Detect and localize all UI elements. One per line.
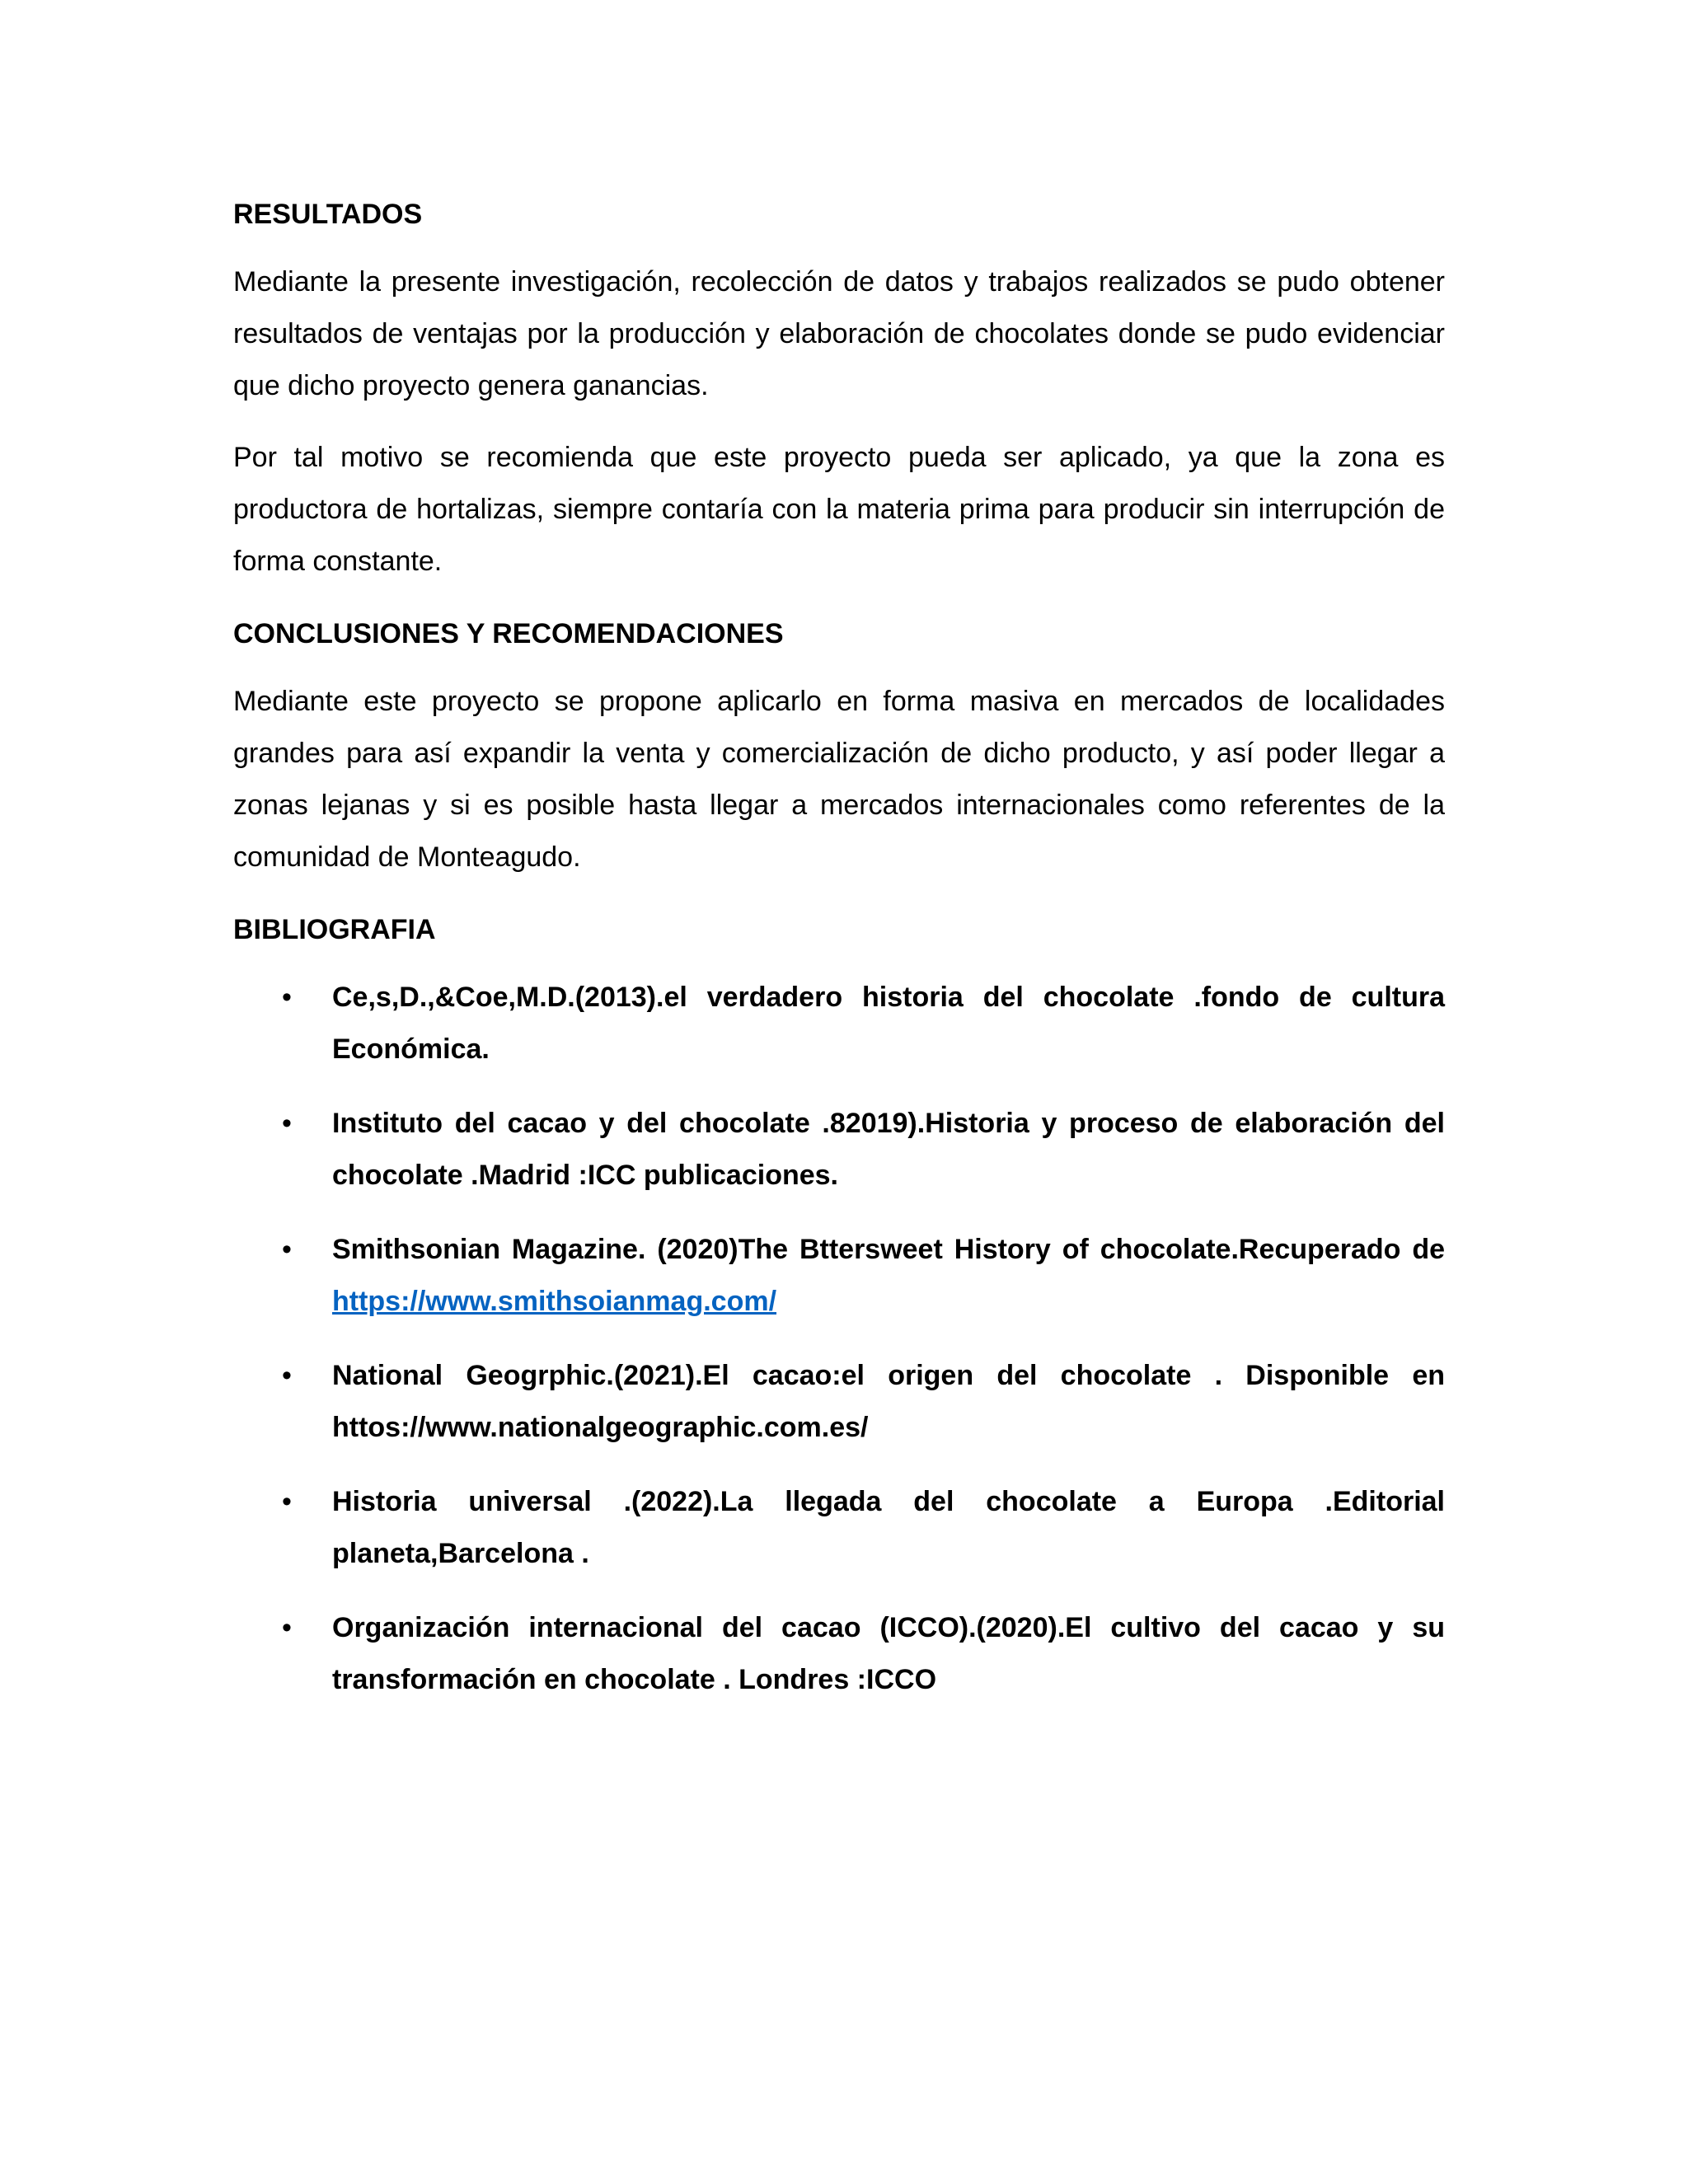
bibliography-item-text: National Geogrphic.(2021).El cacao:el origen del chocolate . Disponible en httos://www.nationalgeographic.com.es/ [332, 1360, 1445, 1443]
results-paragraph-2: Por tal motivo se recomienda que este proyecto pueda ser aplicado, ya que la zona es productora de hortalizas, siempre contaría con la materia prima para producir sin interrupción de forma constante. [233, 442, 1445, 577]
bullet-icon: • [282, 1360, 292, 1391]
conclusions-heading: CONCLUSIONES Y RECOMENDACIONES [233, 618, 784, 649]
bibliography-item-text: Ce,s,D.,&Coe,M.D.(2013).el verdadero historia del chocolate .fondo de cultura Económica. [332, 982, 1445, 1065]
bibliography-item [233, 1224, 1445, 1328]
bullet-icon: • [282, 1234, 292, 1265]
bullet-icon: • [282, 1612, 292, 1643]
results-paragraph-1: Mediante la presente investigación, recolección de datos y trabajos realizados se pudo obtener resultados de ventajas por la producción y elaboración de chocolates donde se pudo evidenciar que dicho proyecto genera ganancias. [233, 266, 1445, 401]
smithsonian-link[interactable]: https://www.smithsoianmag.com/ [332, 1286, 777, 1317]
bullet-icon: • [282, 982, 292, 1013]
bibliography-item [233, 1476, 1445, 1580]
bibliography-item [233, 1602, 1445, 1706]
bibliography-item-text: Smithsonian Magazine. (2020)The Bttersweet History of chocolate.Recuperado de [332, 1234, 1445, 1265]
bullet-icon: • [282, 1486, 292, 1517]
results-heading: RESULTADOS [233, 199, 423, 230]
bibliography-item [233, 1350, 1445, 1454]
document-page [233, 188, 1445, 1728]
bullet-icon: • [282, 1108, 292, 1139]
bibliography-heading: BIBLIOGRAFIA [233, 914, 436, 945]
bibliography-item [233, 972, 1445, 1076]
bibliography-item-text: Instituto del cacao y del chocolate .82019).Historia y proceso de elaboración del chocolate .Madrid :ICC publicaciones. [332, 1108, 1445, 1191]
bibliography-item [233, 1098, 1445, 1202]
bibliography-list [233, 972, 1445, 1706]
bibliography-item-text: Organización internacional del cacao (ICCO).(2020).El cultivo del cacao y su transformación en chocolate . Londres :ICCO [332, 1612, 1445, 1695]
bibliography-item-text: Historia universal .(2022).La llegada del chocolate a Europa .Editorial planeta,Barcelona . [332, 1486, 1445, 1569]
conclusions-paragraph-1: Mediante este proyecto se propone aplicarlo en forma masiva en mercados de localidades grandes para así expandir la venta y comercialización de dicho producto, y así poder llegar a zonas lejanas y si es posible hasta llegar a mercados internacionales como referentes de la comunidad de Monteagudo. [233, 686, 1445, 873]
